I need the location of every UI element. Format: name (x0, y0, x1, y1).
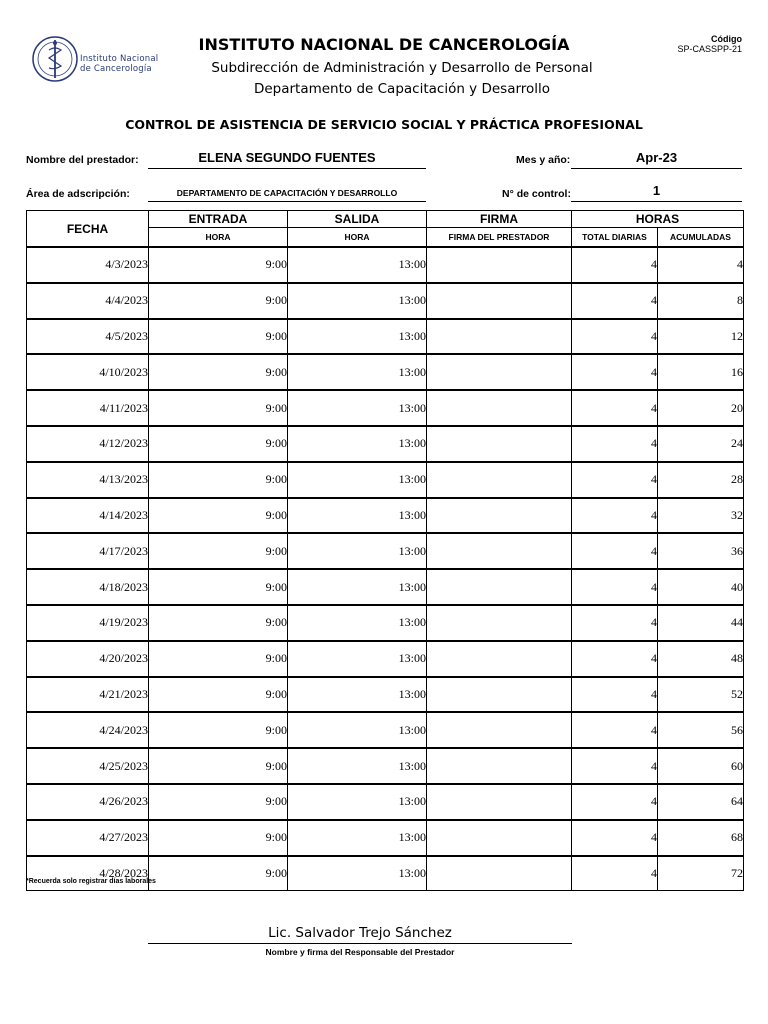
table-row (27, 712, 744, 748)
control-label: N° de control: (502, 188, 571, 200)
area-label: Área de adscripción: (26, 188, 130, 200)
table-row (27, 390, 744, 426)
entrada-cell: 9:00 (149, 856, 288, 891)
firma-header: FIRMA (427, 211, 572, 228)
firma-cell[interactable] (427, 283, 572, 319)
total-cell: 4 (572, 748, 658, 784)
table-row (27, 247, 744, 283)
firma-cell[interactable] (427, 533, 572, 569)
total-cell: 4 (572, 569, 658, 605)
salida-cell: 13:00 (288, 462, 427, 498)
acum-cell: 44 (658, 605, 744, 641)
table-row (27, 677, 744, 713)
entrada-cell: 9:00 (149, 283, 288, 319)
acum-cell: 12 (658, 319, 744, 355)
subdirection-subtitle: Subdirección de Administración y Desarrollo de Personal (211, 60, 593, 76)
table-row (27, 641, 744, 677)
salida-cell: 13:00 (288, 677, 427, 713)
firma-cell[interactable] (427, 569, 572, 605)
firma-cell[interactable] (427, 247, 572, 283)
fecha-cell: 4/11/2023 (27, 390, 149, 426)
total-cell: 4 (572, 820, 658, 856)
entrada-cell: 9:00 (149, 677, 288, 713)
acum-cell: 20 (658, 390, 744, 426)
table-row (27, 354, 744, 390)
acum-cell: 8 (658, 283, 744, 319)
firma-cell[interactable] (427, 677, 572, 713)
salida-cell: 13:00 (288, 820, 427, 856)
firma-cell[interactable] (427, 856, 572, 891)
fecha-cell: 4/24/2023 (27, 712, 149, 748)
acum-cell: 4 (658, 247, 744, 283)
month-field[interactable]: Apr-23 (571, 150, 742, 169)
table-row (27, 569, 744, 605)
table-row (27, 462, 744, 498)
acum-cell: 24 (658, 426, 744, 462)
month-label: Mes y año: (516, 154, 571, 166)
signature-line (148, 943, 572, 944)
acum-cell: 52 (658, 677, 744, 713)
total-cell: 4 (572, 533, 658, 569)
salida-cell: 13:00 (288, 641, 427, 677)
acum-cell: 56 (658, 712, 744, 748)
salida-hora-subheader: HORA (288, 228, 427, 248)
name-label: Nombre del prestador: (26, 154, 139, 166)
acum-cell: 40 (658, 569, 744, 605)
fecha-cell: 4/5/2023 (27, 319, 149, 355)
entrada-cell: 9:00 (149, 354, 288, 390)
institution-title: INSTITUTO NACIONAL DE CANCEROLOGÍA (198, 35, 570, 54)
fecha-cell: 4/17/2023 (27, 533, 149, 569)
salida-cell: 13:00 (288, 605, 427, 641)
entrada-cell: 9:00 (149, 462, 288, 498)
salida-cell: 13:00 (288, 533, 427, 569)
name-field[interactable]: ELENA SEGUNDO FUENTES (148, 150, 426, 169)
salida-cell: 13:00 (288, 390, 427, 426)
entrada-hora-subheader: HORA (149, 228, 288, 248)
signature-caption: Nombre y firma del Responsable del Prestador (265, 947, 455, 957)
entrada-cell: 9:00 (149, 605, 288, 641)
acumuladas-subheader: ACUMULADAS (658, 228, 744, 248)
entrada-cell: 9:00 (149, 319, 288, 355)
fecha-cell: 4/14/2023 (27, 498, 149, 534)
firma-prestador-subheader: FIRMA DEL PRESTADOR (427, 228, 572, 248)
entrada-cell: 9:00 (149, 748, 288, 784)
entrada-header: ENTRADA (149, 211, 288, 228)
salida-cell: 13:00 (288, 498, 427, 534)
total-cell: 4 (572, 426, 658, 462)
logo-text-line1: Instituto Nacional (80, 54, 159, 64)
entrada-cell: 9:00 (149, 569, 288, 605)
total-cell: 4 (572, 677, 658, 713)
table-row (27, 856, 744, 891)
table-row (27, 533, 744, 569)
entrada-cell: 9:00 (149, 784, 288, 820)
total-cell: 4 (572, 462, 658, 498)
fecha-cell: 4/19/2023 (27, 605, 149, 641)
salida-cell: 13:00 (288, 319, 427, 355)
entrada-cell: 9:00 (149, 390, 288, 426)
acum-cell: 16 (658, 354, 744, 390)
total-diarias-subheader: TOTAL DIARIAS (572, 228, 658, 248)
salida-cell: 13:00 (288, 283, 427, 319)
table-row (27, 784, 744, 820)
acum-cell: 68 (658, 820, 744, 856)
acum-cell: 64 (658, 784, 744, 820)
fecha-cell: 4/27/2023 (27, 820, 149, 856)
firma-cell[interactable] (427, 390, 572, 426)
entrada-cell: 9:00 (149, 641, 288, 677)
attendance-table (26, 210, 744, 891)
salida-cell: 13:00 (288, 856, 427, 891)
entrada-cell: 9:00 (149, 426, 288, 462)
salida-cell: 13:00 (288, 712, 427, 748)
firma-cell[interactable] (427, 354, 572, 390)
salida-cell: 13:00 (288, 748, 427, 784)
total-cell: 4 (572, 498, 658, 534)
entrada-cell: 9:00 (149, 533, 288, 569)
total-cell: 4 (572, 283, 658, 319)
table-row (27, 283, 744, 319)
total-cell: 4 (572, 605, 658, 641)
fecha-cell: 4/26/2023 (27, 784, 149, 820)
control-field[interactable]: 1 (571, 183, 742, 202)
entrada-cell: 9:00 (149, 247, 288, 283)
workdays-note: *Recuerda solo registrar días laborales (26, 878, 156, 885)
firma-cell[interactable] (427, 319, 572, 355)
firma-cell[interactable] (427, 712, 572, 748)
total-cell: 4 (572, 784, 658, 820)
horas-header: HORAS (572, 211, 744, 228)
total-cell: 4 (572, 712, 658, 748)
signatory-name: Lic. Salvador Trejo Sánchez (268, 925, 452, 941)
total-cell: 4 (572, 856, 658, 891)
acum-cell: 60 (658, 748, 744, 784)
code-value: SP-CASSPP-21 (677, 44, 742, 54)
table-row (27, 748, 744, 784)
total-cell: 4 (572, 247, 658, 283)
fecha-cell: 4/21/2023 (27, 677, 149, 713)
table-row (27, 605, 744, 641)
salida-header: SALIDA (288, 211, 427, 228)
fecha-cell: 4/13/2023 (27, 462, 149, 498)
table-row (27, 319, 744, 355)
entrada-cell: 9:00 (149, 820, 288, 856)
fecha-cell: 4/4/2023 (27, 283, 149, 319)
table-row (27, 820, 744, 856)
fecha-cell: 4/28/2023 (27, 856, 149, 891)
acum-cell: 32 (658, 498, 744, 534)
firma-cell[interactable] (427, 426, 572, 462)
total-cell: 4 (572, 641, 658, 677)
logo-text-line2: de Cancerología (80, 64, 152, 74)
fecha-cell: 4/18/2023 (27, 569, 149, 605)
department-subtitle: Departamento de Capacitación y Desarrollo (253, 81, 551, 97)
firma-cell[interactable] (427, 784, 572, 820)
firma-cell[interactable] (427, 748, 572, 784)
total-cell: 4 (572, 319, 658, 355)
acum-cell: 28 (658, 462, 744, 498)
salida-cell: 13:00 (288, 784, 427, 820)
acum-cell: 48 (658, 641, 744, 677)
entrada-cell: 9:00 (149, 712, 288, 748)
entrada-cell: 9:00 (149, 498, 288, 534)
acum-cell: 72 (658, 856, 744, 891)
fecha-cell: 4/3/2023 (27, 247, 149, 283)
fecha-cell: 4/10/2023 (27, 354, 149, 390)
salida-cell: 13:00 (288, 426, 427, 462)
fecha-cell: 4/25/2023 (27, 748, 149, 784)
table-row (27, 426, 744, 462)
salida-cell: 13:00 (288, 354, 427, 390)
salida-cell: 13:00 (288, 569, 427, 605)
acum-cell: 36 (658, 533, 744, 569)
fecha-header: FECHA (27, 211, 149, 248)
fecha-cell: 4/12/2023 (27, 426, 149, 462)
fecha-cell: 4/20/2023 (27, 641, 149, 677)
firma-cell[interactable] (427, 820, 572, 856)
firma-cell[interactable] (427, 641, 572, 677)
code-label: Código (711, 34, 742, 44)
total-cell: 4 (572, 354, 658, 390)
salida-cell: 13:00 (288, 247, 427, 283)
firma-cell[interactable] (427, 605, 572, 641)
area-field[interactable]: DEPARTAMENTO DE CAPACITACIÓN Y DESARROLLO (148, 188, 426, 202)
total-cell: 4 (572, 390, 658, 426)
firma-cell[interactable] (427, 498, 572, 534)
form-title: CONTROL DE ASISTENCIA DE SERVICIO SOCIAL Y PRÁCTICA PROFESIONAL (125, 117, 643, 132)
firma-cell[interactable] (427, 462, 572, 498)
table-row (27, 498, 744, 534)
